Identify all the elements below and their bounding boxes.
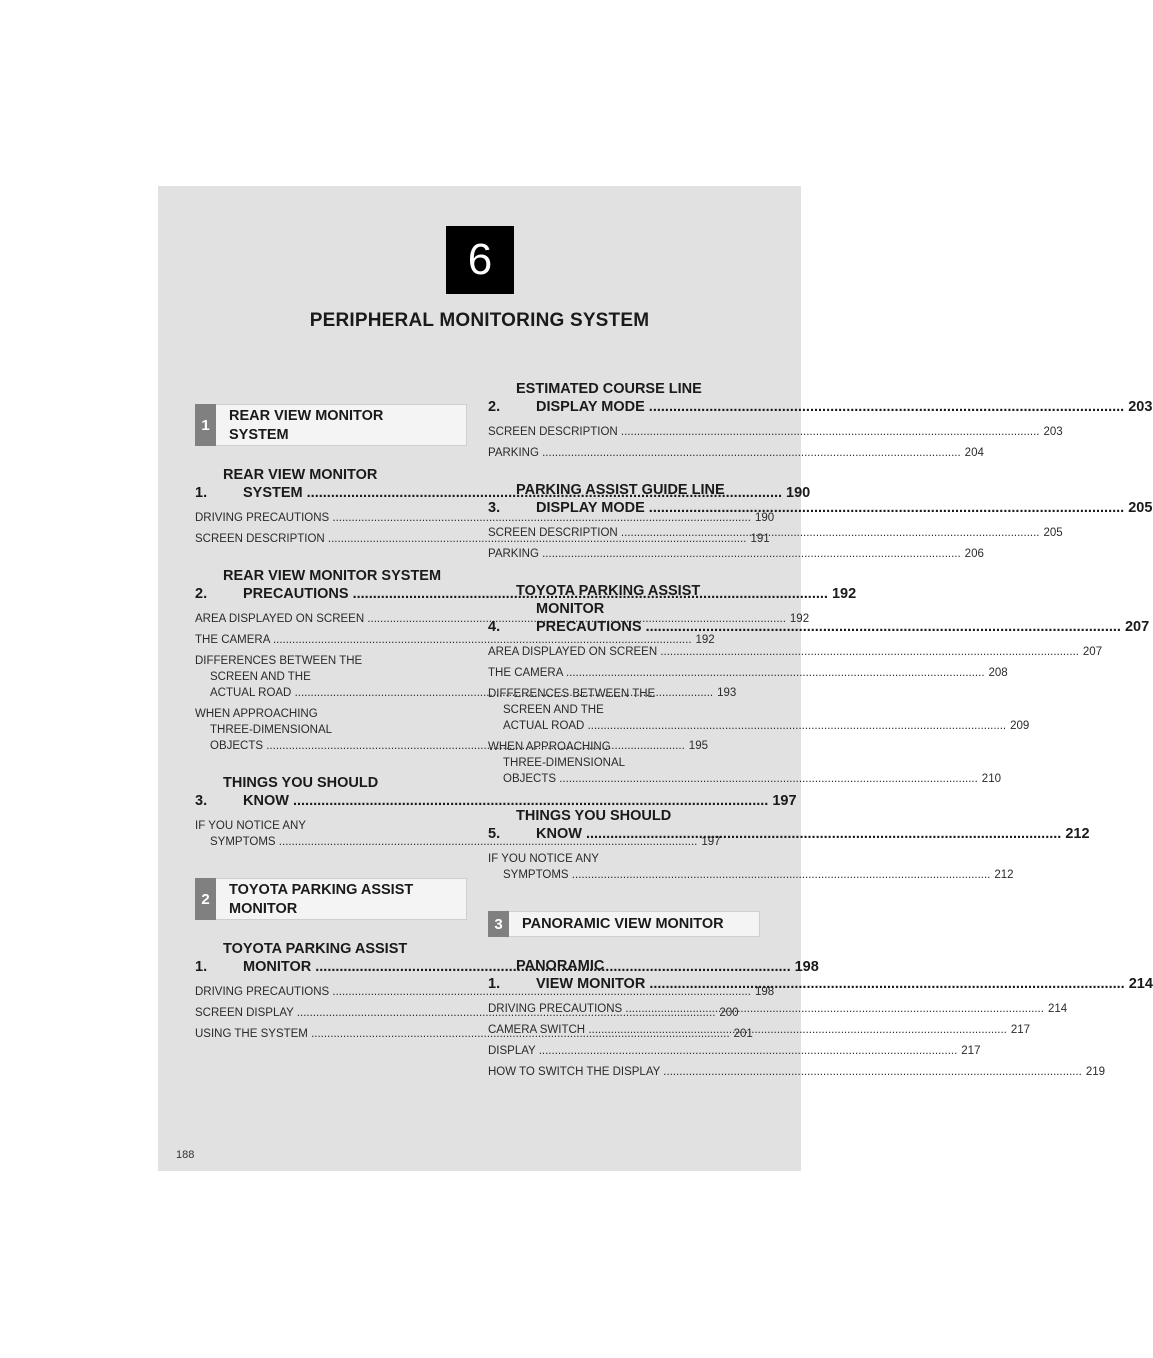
toc-entry-line [516,825,1090,843]
toc-entry-number: 2. [195,586,208,602]
toc-subentries [488,1001,1106,1080]
toc-subentry[interactable] [488,424,1063,440]
toc-subentry-text: SCREEN DESCRIPTION ..... [488,424,1039,440]
toc-entry-text: PRECAUTIONS ..... [243,585,828,603]
toc-entry-number: 1. [195,485,208,501]
toc-subentry-page: 212 [994,869,1014,881]
toc-subentry-page: 197 [701,836,721,848]
toc-subentry-text: AREA DISPLAYED ON SCREEN ..... [488,644,1079,660]
toc-entry-line: TOYOTA PARKING ASSIST [516,583,701,599]
toc-entry-heading[interactable] [488,380,1153,416]
toc-subentry-text: SCREEN DESCRIPTION ..... [195,531,746,547]
toc-entry[interactable] [488,807,1090,883]
toc-subentry-page: 219 [1085,1066,1106,1078]
toc-subentry-line [488,1022,1031,1038]
toc-subentry-page: 195 [688,740,708,752]
toc-entry-line: ESTIMATED COURSE LINE [516,381,702,397]
toc-subentry-page: 203 [1043,426,1063,438]
toc-subentry-page: 192 [695,634,715,646]
toc-subentry-text: OBJECTS ..... [503,771,978,787]
toc-entry-line: REAR VIEW MONITOR [223,467,378,483]
toc-subentry-text: THE CAMERA ..... [488,665,985,681]
toc-entry-line [516,975,1153,993]
section-title-line: TOYOTA PARKING ASSIST [229,882,414,898]
toc-subentry[interactable] [195,632,715,648]
toc-entry-page: 203 [1128,399,1153,415]
toc-entry-title [516,582,1149,636]
toc-subentries [488,851,1014,883]
toc-subentry[interactable] [488,644,1103,660]
toc-subentry[interactable] [195,531,770,547]
toc-subentry-text: DRIVING PRECAUTIONS ..... [195,510,751,526]
toc-entry-text: KNOW ..... [536,825,1061,843]
toc-subentry-line: IF YOU NOTICE ANY [488,853,599,865]
toc-subentry-text: CAMERA SWITCH ..... [488,1022,1007,1038]
toc-subentry[interactable] [488,1001,1068,1017]
toc-subentry-line [488,1064,1106,1080]
toc-subentry-text: PARKING ..... [488,445,961,461]
toc-subentry-text: THE CAMERA ..... [195,632,692,648]
toc-subentry-line: SCREEN AND THE [210,671,311,683]
toc-subentry[interactable] [488,686,1030,734]
toc-subentry-line: DIFFERENCES BETWEEN THE [488,688,656,700]
toc-subentry-page: 206 [964,548,984,560]
toc-subentry-page: 209 [1010,720,1030,732]
toc-subentry-text: AREA DISPLAYED ON SCREEN ..... [195,611,786,627]
toc-entry-page: 198 [794,959,819,975]
toc-entry-title [516,957,1153,993]
toc-subentry-text: ACTUAL ROAD ..... [503,718,1006,734]
toc-entry-text: KNOW ..... [243,792,768,810]
toc-subentry-line [488,665,1008,681]
toc-subentry-text: SCREEN DESCRIPTION ..... [488,525,1039,541]
toc-entry-line: MONITOR [536,601,605,617]
toc-entry-number: 1. [195,959,208,975]
toc-entry-page: 205 [1128,500,1153,516]
chapter-number-badge: 6 [446,226,514,294]
toc-subentry-page: 192 [789,613,810,625]
toc-subentry-page: 190 [754,512,775,524]
section-title-line: PANORAMIC VIEW MONITOR [522,916,724,932]
toc-subentry-line: THREE-DIMENSIONAL [210,724,333,736]
toc-subentry-text: DRIVING PRECAUTIONS ..... [488,1001,1044,1017]
toc-subentry-page: 191 [750,533,770,545]
toc-subentry-line: IF YOU NOTICE ANY [195,820,306,832]
toc-entry-line: REAR VIEW MONITOR SYSTEM [223,568,442,584]
toc-entry-number: 2. [488,399,501,415]
toc-subentry[interactable] [488,1064,1106,1080]
section-title [229,881,462,919]
toc-entry-page: 214 [1128,976,1153,992]
section-number: 3 [488,911,509,937]
toc-subentry-line [195,632,715,648]
toc-entry-title [516,481,1152,517]
toc-subentry-line: WHEN APPROACHING [488,741,611,753]
page-number: 188 [176,1149,195,1161]
toc-entry-line [516,499,1152,517]
toc-subentry-text: DISPLAY ..... [488,1043,957,1059]
toc-subentry-text: USING THE SYSTEM ..... [195,1026,730,1042]
toc-entry-line: TOYOTA PARKING ASSIST [223,941,408,957]
toc-entry-line [516,618,1149,636]
section-title [522,915,755,934]
toc-entry-line: PANORAMIC [516,958,605,974]
toc-subentry[interactable] [488,851,1014,883]
section-number: 2 [195,878,216,920]
toc-entry-page: 212 [1065,826,1090,842]
toc-entry-line: PARKING ASSIST GUIDE LINE [516,482,725,498]
toc-subentry-line [488,445,984,461]
toc-entry-number: 3. [195,793,208,809]
toc-subentry-line [488,644,1103,660]
toc-subentry-line [488,867,1014,883]
toc-entry-text: DISPLAY MODE ..... [536,499,1124,517]
toc-subentry-line [488,1043,981,1059]
toc-subentry-page: 200 [719,1007,739,1019]
toc-subentry-line: THREE-DIMENSIONAL [503,757,626,769]
toc-subentry-page: 217 [1010,1024,1031,1036]
toc-entry-number: 5. [488,826,501,842]
toc-subentry[interactable] [488,546,984,562]
toc-subentry-line [488,1001,1068,1017]
toc-subentries [195,510,775,547]
toc-subentry-line: SCREEN AND THE [503,704,604,716]
toc-entry-page: 192 [831,586,857,602]
toc-entry-title [516,807,1090,843]
toc-subentry-text: PARKING ..... [488,546,961,562]
toc-entry-heading[interactable] [488,807,1090,843]
section-header [195,878,467,920]
toc-subentry[interactable] [488,665,1008,681]
toc-subentries [488,525,1063,562]
toc-entry-line: THINGS YOU SHOULD [516,808,672,824]
toc-subentry[interactable] [488,445,984,461]
chapter-title: PERIPHERAL MONITORING SYSTEM [309,310,650,331]
toc-subentry-text: SCREEN DISPLAY ..... [195,1005,715,1021]
toc-entry-page: 197 [772,793,797,809]
toc-subentry-line: DIFFERENCES BETWEEN THE [195,655,363,667]
toc-subentry[interactable] [195,510,775,526]
toc-subentry-line [488,424,1063,440]
toc-subentry-text: OBJECTS ..... [210,738,685,754]
toc-entry-number: 4. [488,619,501,635]
toc-entry-page: 207 [1124,619,1150,635]
toc-subentry-line: WHEN APPROACHING [195,708,318,720]
toc-subentry-page: 193 [717,687,737,699]
toc-subentry-text: ACTUAL ROAD ..... [210,685,713,701]
toc-subentry-text: DRIVING PRECAUTIONS ..... [195,984,751,1000]
toc-subentries [488,424,1063,461]
toc-subentry[interactable] [488,1043,981,1059]
toc-entry[interactable] [488,380,1153,461]
toc-entry-line: THINGS YOU SHOULD [223,775,379,791]
toc-entry-page: 190 [786,485,811,501]
toc-entry-line [516,398,1152,416]
toc-subentry-text: HOW TO SWITCH THE DISPLAY ..... [488,1064,1082,1080]
section-header [195,404,467,446]
toc-subentry-page: 210 [981,773,1001,785]
toc-entry-text: DISPLAY MODE ..... [536,398,1124,416]
toc-subentry-line [195,531,770,547]
section-title-line: MONITOR [229,901,298,917]
toc-entry-number: 3. [488,500,501,516]
toc-entry-number: 1. [488,976,501,992]
section-title-line: SYSTEM [229,427,289,443]
toc-subentry[interactable] [488,739,1001,787]
toc-subentry-page: 205 [1043,527,1063,539]
toc-subentry-line [488,718,1030,734]
toc-subentries [488,644,1103,787]
toc-entry-title [516,380,1152,416]
toc-subentry-page: 207 [1082,646,1103,658]
section-number: 1 [195,404,216,446]
toc-entry-text: VIEW MONITOR ..... [536,975,1125,993]
section-title-line: REAR VIEW MONITOR [229,408,384,424]
toc-subentry-page: 201 [733,1028,753,1040]
toc-entry-text: MONITOR ..... [243,958,791,976]
toc-subentry-text: SYMPTOMS ..... [210,834,697,850]
toc-subentry-page: 208 [988,667,1008,679]
toc-subentry-page: 217 [961,1045,981,1057]
section-header [488,911,760,937]
toc-subentry-line [488,546,984,562]
toc-subentry-line [195,510,775,526]
section-title [229,407,462,445]
toc-subentry-page: 198 [754,986,775,998]
toc-subentry-text: SYMPTOMS ..... [503,867,990,883]
toc-subentry-page: 204 [964,447,984,459]
toc-entry-text: PRECAUTIONS ..... [536,618,1121,636]
toc-entry-text: SYSTEM ..... [243,484,782,502]
toc-subentry-line [488,771,1001,787]
toc-subentry-page: 214 [1047,1003,1068,1015]
toc-subentry[interactable] [488,1022,1031,1038]
